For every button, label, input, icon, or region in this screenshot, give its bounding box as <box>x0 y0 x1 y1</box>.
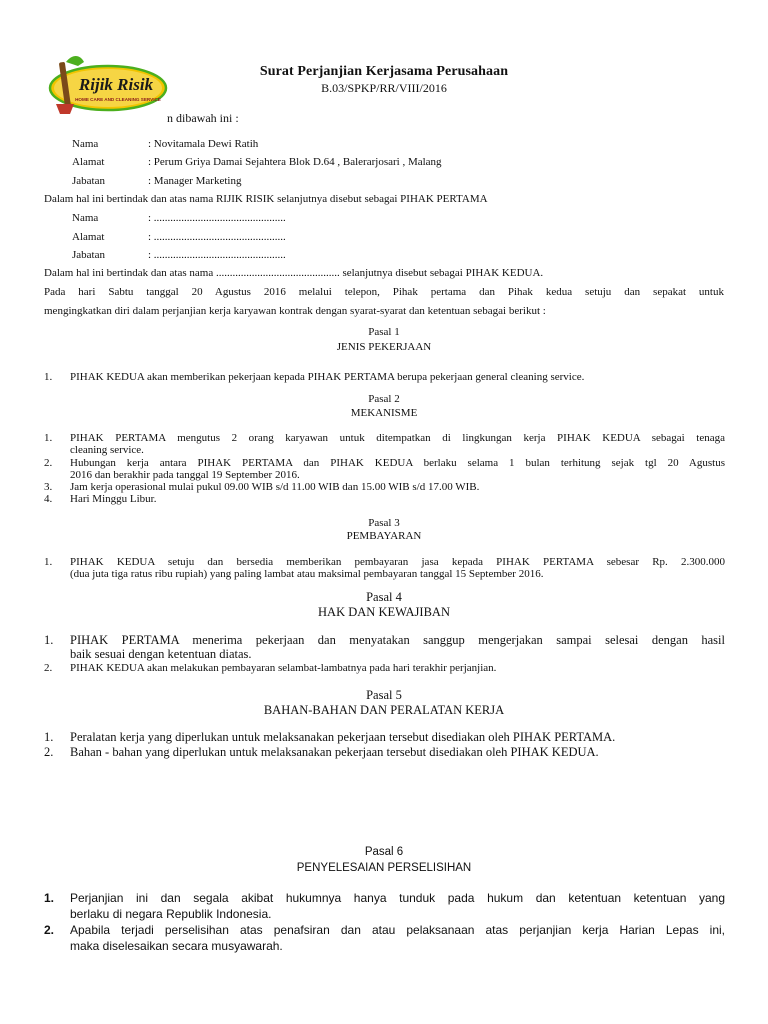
item-number: 2. <box>44 923 55 937</box>
pasal-5-title: BAHAN-BAHAN DAN PERALATAN KERJA <box>263 703 505 717</box>
field-label: Nama <box>72 212 99 224</box>
logo-brand-text: Rijik Risik <box>78 75 154 94</box>
pasal-6-title: PENYELESAIAN PERSELISIHAN <box>296 862 472 874</box>
pasal-2-heading: Pasal 2 <box>368 393 400 405</box>
item-text-line1: Hubungan kerja antara PIHAK PERTAMA dan PIHAK KEDUA berlaku selama 1 bulan terhitung sejak tgl 20 Agustus <box>70 457 725 469</box>
item-number: 2. <box>44 745 54 759</box>
field-value-placeholder: : ................................................ <box>148 231 286 243</box>
item-number: 2. <box>44 457 53 469</box>
pasal-4-title: HAK DAN KEWAJIBAN <box>318 605 450 619</box>
field-label: Alamat <box>72 156 105 168</box>
item-text-line2: maka diselesaikan secara musyawarah. <box>70 939 283 953</box>
field-value-placeholder: : ................................................ <box>148 249 286 261</box>
opening-paragraph-line2: mengingkatkan diri dalam perjanjian kerja karyawan kontrak dengan syarat-syarat dan ketentuan sebagai berikut : <box>44 305 546 317</box>
document-number: B.03/SPKP/RR/VIII/2016 <box>321 81 447 95</box>
item-text-line1: Hari Minggu Libur. <box>70 493 157 505</box>
item-text-line1: PIHAK PERTAMA mengutus 2 orang karyawan untuk ditempatkan di lingkungan kerja PIHAK KEDUA sebagai tenaga <box>70 432 725 444</box>
field-label: Jabatan <box>72 249 105 261</box>
item-number: 1. <box>44 633 54 647</box>
item-text-line1: PIHAK KEDUA akan melakukan pembayaran selambat-lambatnya pada hari terakhir perjanjian. <box>70 662 497 674</box>
item-text-line1: PIHAK KEDUA setuju dan bersedia memberikan pembayaran jasa kepada PIHAK PERTAMA sebesar Rp. 2.300.000 <box>70 556 725 568</box>
pasal-1-heading: Pasal 1 <box>368 326 400 338</box>
field-value: : Perum Griya Damai Sejahtera Blok D.64 , Balerarjosari , Malang <box>148 156 442 168</box>
item-text-line1: Jam kerja operasional mulai pukul 09.00 WIB s/d 11.00 WIB dan 15.00 WIB s/d 17.00 WIB. <box>70 481 480 493</box>
pasal-2-title: MEKANISME <box>350 407 418 419</box>
item-number: 2. <box>44 662 53 674</box>
item-text: Peralatan kerja yang diperlukan untuk melaksanakan pekerjaan tersebut disediakan oleh PIHAK PERTAMA. <box>70 730 616 744</box>
item-text: PIHAK KEDUA akan memberikan pekerjaan kepada PIHAK PERTAMA berupa pekerjaan general cleaning service. <box>70 371 585 383</box>
pasal-5-heading: Pasal 5 <box>366 688 402 702</box>
item-number: 1. <box>44 730 54 744</box>
item-text-line1: Apabila terjadi perselisihan atas penafsiran dan atau pelaksanaan atas perjanjian kerja Harian Lepas ini, <box>70 923 725 937</box>
intro-text: n dibawah ini : <box>167 111 239 125</box>
pasal-3-heading: Pasal 3 <box>368 517 400 529</box>
item-text-line2: 2016 dan berakhir pada tanggal 19 September 2016. <box>70 469 300 481</box>
item-number: 1. <box>44 432 53 444</box>
field-value: : Manager Marketing <box>148 175 242 187</box>
item-number: 1. <box>44 371 53 383</box>
opening-paragraph-line1: Pada hari Sabtu tanggal 20 Agustus 2016 melalui telepon, Pihak pertama dan Pihak kedua setuju dan sepakat untuk <box>44 286 724 298</box>
second-party-statement: Dalam hal ini bertindak dan atas nama ............................................. selanjutnya disebut sebagai PIHAK KEDUA. <box>44 267 544 279</box>
document-title: Surat Perjanjian Kerjasama Perusahaan <box>259 64 509 79</box>
field-label: Alamat <box>72 231 105 243</box>
item-text-line2: berlaku di negara Republik Indonesia. <box>70 907 272 921</box>
item-number: 4. <box>44 493 53 505</box>
field-label: Jabatan <box>72 175 105 187</box>
item-text-line2: cleaning service. <box>70 444 144 456</box>
item-text-line1: PIHAK PERTAMA menerima pekerjaan dan menyatakan sanggup mengerjakan sampai selesai dengan hasil <box>70 633 725 647</box>
item-number: 3. <box>44 481 53 493</box>
pasal-1-title: JENIS PEKERJAAN <box>336 341 432 353</box>
field-value-placeholder: : ................................................ <box>148 212 286 224</box>
pasal-3-title: PEMBAYARAN <box>346 530 422 542</box>
item-text: Bahan - bahan yang diperlukan untuk melaksanakan pekerjaan tersebut disediakan oleh PIHAK KEDUA. <box>70 745 599 759</box>
pasal-4-heading: Pasal 4 <box>366 590 402 604</box>
item-text-line1: Perjanjian ini dan segala akibat hukumnya hanya tunduk pada hukum dan ketentuan ketentuan yang <box>70 891 725 905</box>
item-number: 1. <box>44 556 53 568</box>
item-text-line2: (dua juta tiga ratus ribu rupiah) yang paling lambat atau maksimal pembayaran tanggal 15 September 2016. <box>70 568 544 580</box>
logo-tagline-text: HOME CARE AND CLEANING SERVICE <box>75 97 161 102</box>
field-value: : Novitamala Dewi Ratih <box>148 138 259 150</box>
item-number: 1. <box>44 891 55 905</box>
item-text-line2: baik sesuai dengan ketentuan diatas. <box>70 647 252 661</box>
field-label: Nama <box>72 138 99 150</box>
pasal-6-heading: Pasal 6 <box>364 846 404 858</box>
first-party-statement: Dalam hal ini bertindak dan atas nama RIJIK RISIK selanjutnya disebut sebagai PIHAK PERTAMA <box>44 193 488 205</box>
